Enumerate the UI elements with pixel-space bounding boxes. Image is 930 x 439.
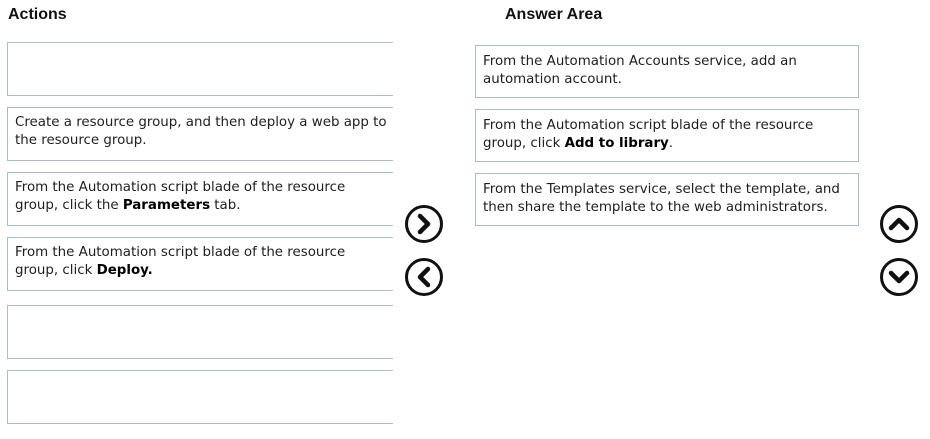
item-text: .	[668, 136, 674, 151]
action-item-create-resource-group[interactable]	[7, 107, 393, 161]
move-down-button[interactable]	[880, 258, 918, 296]
move-right-button[interactable]	[405, 205, 443, 243]
chevron-left-icon	[408, 261, 440, 293]
item-text: tab.	[210, 198, 241, 213]
item-text: From the Templates service, select the template, and then share the template to the web administrators.	[483, 182, 840, 215]
bold-text: Add to library	[564, 136, 669, 151]
chevron-right-icon	[408, 208, 440, 240]
answer-item-share-template[interactable]	[475, 173, 859, 226]
action-slot-1[interactable]	[7, 42, 393, 96]
item-text: From the Automation script blade of the resource group, click	[15, 245, 346, 278]
item-text: From the Automation script blade of the resource group, click the	[15, 180, 346, 213]
chevron-down-icon	[883, 261, 915, 293]
action-item-parameters-tab[interactable]	[7, 172, 393, 226]
actions-heading: Actions	[8, 6, 67, 23]
chevron-up-icon	[883, 208, 915, 240]
answer-item-add-automation-account[interactable]	[475, 45, 859, 98]
move-up-button[interactable]	[880, 205, 918, 243]
action-item-deploy[interactable]	[7, 237, 393, 291]
bold-text: Parameters	[122, 198, 211, 213]
item-text: Create a resource group, and then deploy a web app to the resource group.	[15, 115, 387, 148]
move-left-button[interactable]	[405, 258, 443, 296]
answer-area-heading: Answer Area	[505, 6, 603, 23]
bold-text: Deploy.	[96, 263, 153, 278]
item-text: From the Automation Accounts service, add an automation account.	[483, 54, 797, 87]
answer-item-add-to-library[interactable]	[475, 109, 859, 162]
action-slot-6[interactable]	[7, 370, 393, 424]
item-text: From the Automation script blade of the resource group, click	[483, 118, 814, 151]
action-slot-5[interactable]	[7, 305, 393, 359]
